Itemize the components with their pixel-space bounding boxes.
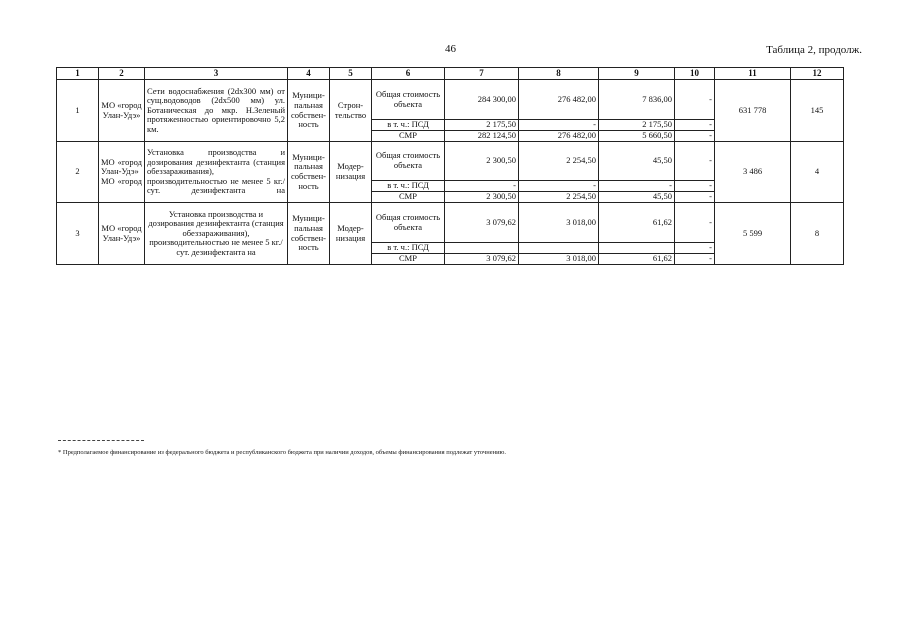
- cost-value: [599, 243, 675, 254]
- owner-cell: МО «город Улан-Удэ»: [99, 80, 145, 142]
- header-cell: 11: [715, 68, 791, 80]
- total-cell: 3 486: [715, 142, 791, 203]
- cost-value: -: [675, 120, 715, 131]
- cost-value: 282 124,50: [445, 131, 519, 142]
- cost-label: в т. ч.: ПСД: [372, 181, 445, 192]
- table-row: [57, 142, 844, 181]
- cost-value: 2 300,50: [445, 142, 519, 181]
- cost-value: 2 254,50: [519, 192, 599, 203]
- cost-value: -: [675, 192, 715, 203]
- cost-value: [519, 243, 599, 254]
- cost-value: -: [599, 181, 675, 192]
- total-cell: 5 599: [715, 203, 791, 265]
- cost-value: 2 254,50: [519, 142, 599, 181]
- table-row: [57, 80, 844, 120]
- cost-value: 2 175,50: [445, 120, 519, 131]
- cost-label: в т. ч.: ПСД: [372, 120, 445, 131]
- object-description: Установка производства и дозирования дезинфектанта (станция обеззараживания), производительностью не менее 5 кг./сут. дезинфектанта на: [145, 203, 288, 265]
- work-type-cell: Модер-низация: [330, 142, 372, 203]
- cost-value: -: [445, 181, 519, 192]
- cost-value: 61,62: [599, 203, 675, 243]
- cost-value: 3 079,62: [445, 203, 519, 243]
- total-cell: 631 778: [715, 80, 791, 142]
- row-number: 2: [57, 142, 99, 203]
- header-cell: 1: [57, 68, 99, 80]
- cost-value: 3 079,62: [445, 254, 519, 265]
- cost-value: -: [675, 131, 715, 142]
- cost-value: -: [675, 80, 715, 120]
- cost-value: [445, 243, 519, 254]
- header-cell: 5: [330, 68, 372, 80]
- cost-value: -: [675, 203, 715, 243]
- cost-value: -: [519, 120, 599, 131]
- cost-value: 7 836,00: [599, 80, 675, 120]
- cost-value: -: [675, 181, 715, 192]
- header-row: [57, 68, 844, 80]
- row-number: 3: [57, 203, 99, 265]
- cost-value: 5 660,50: [599, 131, 675, 142]
- header-cell: 6: [372, 68, 445, 80]
- ownership-cell: Муници-пальная собствен-ность: [288, 80, 330, 142]
- cost-value: 3 018,00: [519, 254, 599, 265]
- footnote-text: * Предполагаемое финансирование из федерального бюджета и республиканского бюджета при наличии доходов, объемы финансирования подлежат уточнению.: [58, 449, 507, 456]
- header-cell: 12: [791, 68, 844, 80]
- cost-label: Общая стоимость объекта: [372, 80, 445, 120]
- cost-label: в т. ч.: ПСД: [372, 243, 445, 254]
- cost-label: Общая стоимость объекта: [372, 203, 445, 243]
- page-number: 46: [445, 43, 456, 55]
- cost-value: 2 175,50: [599, 120, 675, 131]
- owner-cell: МО «город Улан-Удэ»: [99, 203, 145, 265]
- ownership-cell: Муници-пальная собствен-ность: [288, 203, 330, 265]
- cost-value: 45,50: [599, 192, 675, 203]
- owner-cell: МО «город Улан-Удэ» МО «город: [99, 142, 145, 203]
- cost-value: -: [675, 254, 715, 265]
- cost-value: 2 300,50: [445, 192, 519, 203]
- work-type-cell: Строн-тельство: [330, 80, 372, 142]
- cost-value: 61,62: [599, 254, 675, 265]
- table-row: [57, 203, 844, 243]
- header-cell: 2: [99, 68, 145, 80]
- cost-label: Общая стоимость объекта: [372, 142, 445, 181]
- cost-value: -: [675, 142, 715, 181]
- cost-value: 276 482,00: [519, 80, 599, 120]
- investment-table: [56, 67, 844, 265]
- cost-label: СМР: [372, 131, 445, 142]
- cost-value: 3 018,00: [519, 203, 599, 243]
- header-cell: 7: [445, 68, 519, 80]
- header-cell: 8: [519, 68, 599, 80]
- object-description: Установка производства и дозирования дезинфектанта (станция обеззараживания), производительностью не менее 5 кг./сут. дезинфектанта на: [145, 142, 288, 203]
- ownership-cell: Муници-пальная собствен-ность: [288, 142, 330, 203]
- cost-value: -: [519, 181, 599, 192]
- cost-value: -: [675, 243, 715, 254]
- count-cell: 8: [791, 203, 844, 265]
- table-caption: Таблица 2, продолж.: [766, 44, 862, 56]
- header-cell: 10: [675, 68, 715, 80]
- work-type-cell: Модер-низация: [330, 203, 372, 265]
- cost-value: 284 300,00: [445, 80, 519, 120]
- row-number: 1: [57, 80, 99, 142]
- header-cell: 4: [288, 68, 330, 80]
- cost-label: СМР: [372, 254, 445, 265]
- object-description: Сети водоснабжения (2dx300 мм) от сущ.водоводов (2dx500 мм) ул. Ботаническая до мкр. Н.Зеленый протяженностью ориентировочно 5,2 км.: [145, 80, 288, 142]
- count-cell: 4: [791, 142, 844, 203]
- header-cell: 9: [599, 68, 675, 80]
- header-cell: 3: [145, 68, 288, 80]
- count-cell: 145: [791, 80, 844, 142]
- footnote-divider: [58, 440, 144, 441]
- cost-label: СМР: [372, 192, 445, 203]
- cost-value: 45,50: [599, 142, 675, 181]
- cost-value: 276 482,00: [519, 131, 599, 142]
